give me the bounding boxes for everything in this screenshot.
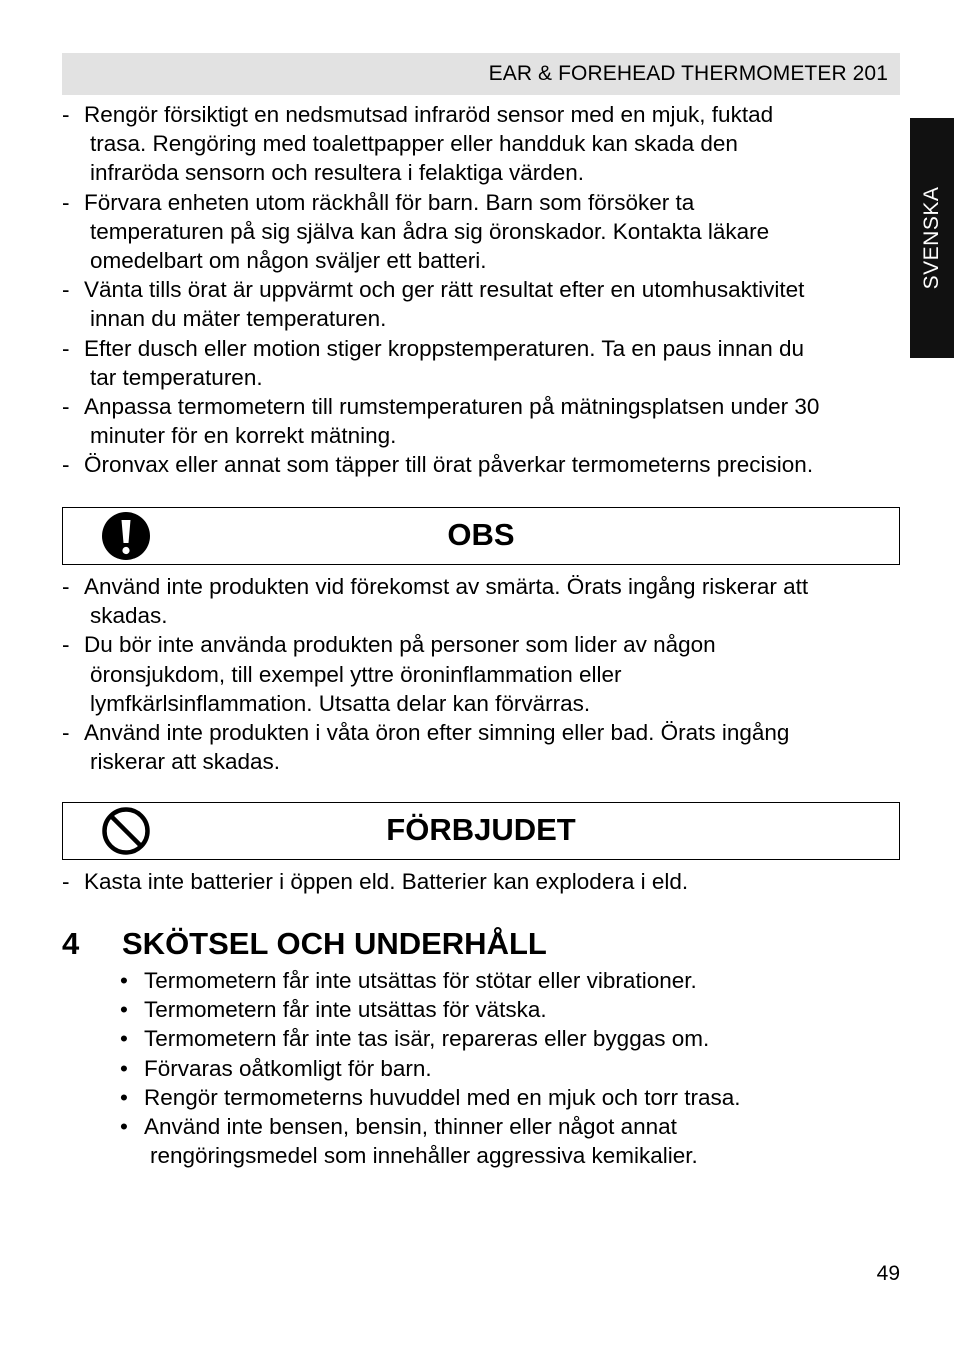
page-number: 49 [876,1262,900,1285]
list-item: - Öronvax eller annat som täpper till örat påverkar termometerns precision. [62,450,819,479]
list-item: • Använd inte bensen, bensin, thinner eller något annat rengöringsmedel som innehåller aggressiva kemikalier. [120,1112,741,1170]
list-item: • Förvaras oåtkomligt för barn. [120,1054,741,1083]
list-item: - Använd inte produkten vid förekomst av smärta. Örats ingång riskerar att skadas. [62,572,808,630]
list-item: • Termometern får inte utsättas för vätska. [120,995,741,1024]
list-item: - Rengör försiktigt en nedsmutsad infraröd sensor med en mjuk, fuktad trasa. Rengöring med toalettpapper eller handduk kan skada den infraröda sensorn och resultera i felaktiga värden. [62,100,819,188]
page-header [62,53,900,95]
list-item: - Förvara enheten utom räckhåll för barn. Barn som försöker ta temperaturen på sig själva kan ådra sig öronskador. Kontakta läkare omedelbart om någon sväljer ett batteri. [62,188,819,276]
list-item: - Anpassa termometern till rumstemperaturen på mätningsplatsen under 30 minuter för en korrekt mätning. [62,392,819,450]
forbjudet-box [62,802,900,860]
language-tab-label: SVENSKA [920,186,943,290]
section-number: 4 [62,926,80,961]
obs-list [62,572,808,776]
header-title: EAR & FOREHEAD THERMOMETER 201 [488,62,888,85]
list-item: - Efter dusch eller motion stiger kroppstemperaturen. Ta en paus innan du tar temperaturen. [62,334,819,392]
language-tab [910,118,954,358]
section-heading [62,924,547,964]
obs-box [62,507,900,565]
list-item: • Termometern får inte utsättas för stötar eller vibrationer. [120,966,741,995]
list-item: - Använd inte produkten i våta öron efter simning eller bad. Örats ingång riskerar att skadas. [62,718,808,776]
section-title: SKÖTSEL OCH UNDERHÅLL [122,926,547,961]
intro-list [62,100,819,480]
forbjudet-title: FÖRBJUDET [386,812,576,847]
list-item: • Rengör termometerns huvuddel med en mjuk och torr trasa. [120,1083,741,1112]
list-item: - Kasta inte batterier i öppen eld. Batterier kan explodera i eld. [62,867,688,896]
obs-title: OBS [447,517,515,552]
list-item: - Du bör inte använda produkten på personer som lider av någon öronsjukdom, till exempel yttre öroninflammation eller lymfkärlsinflammation. Utsatta delar kan förvärras. [62,630,808,718]
list-item: - Vänta tills örat är uppvärmt och ger rätt resultat efter en utomhusaktivitet innan du mäter temperaturen. [62,275,819,333]
forbjudet-list [62,867,688,896]
care-list [120,966,741,1170]
list-item: • Termometern får inte tas isär, repareras eller byggas om. [120,1024,741,1053]
